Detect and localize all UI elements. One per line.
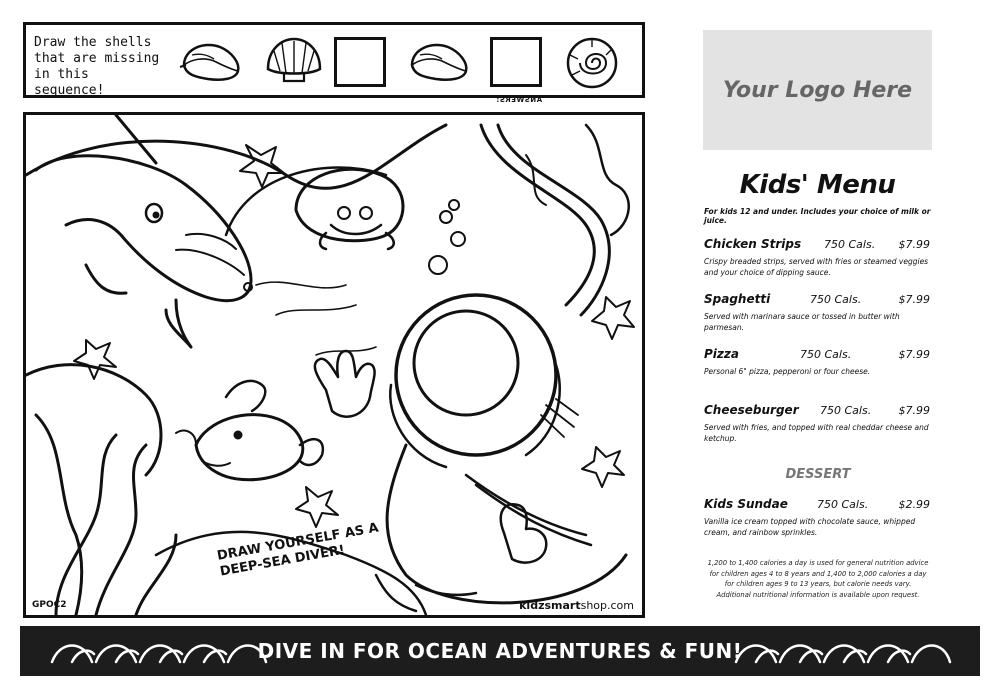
wave-right-icon [732, 634, 952, 664]
scene-prompt: DRAW YOURSELF AS A DEEP-SEA DIVER! [216, 520, 380, 580]
coloring-scene [23, 112, 645, 618]
menu-item-dessert [704, 497, 930, 538]
website-credit-rest: shop.com [580, 599, 634, 612]
menu-item-description: Served with fries, and topped with real cheddar cheese and ketchup. [704, 423, 929, 443]
menu-item [704, 237, 930, 278]
menu-item-name: Chicken Strips [704, 237, 802, 251]
banner-slogan: DIVE IN FOR OCEAN ADVENTURES & FUN! [257, 639, 743, 663]
menu-item-price: $7.99 [898, 238, 930, 251]
logo-text: Your Logo Here [722, 77, 913, 103]
nutrition-note: 1,200 to 1,400 calories a day is used for general nutrition advice for children ages 4 to 8 years and 1,400 to 2,000 calories a day for children ages 9 to 13 years, but calorie needs vary. Additional nutritional information is available upon request. [707, 559, 929, 599]
website-credit-bold: kidzsmart [519, 599, 581, 612]
product-code: GPOC2 [32, 600, 67, 610]
dessert-heading: DESSERT [785, 467, 851, 482]
shell-sequence-puzzle [23, 22, 645, 98]
menu-item-name: Cheeseburger [704, 403, 799, 417]
conch-shell-icon [178, 35, 244, 87]
menu-item [704, 403, 930, 444]
menu-item [704, 292, 930, 333]
menu-item-price: $7.99 [898, 348, 930, 361]
menu-item-calories: 750 Cals. [800, 348, 852, 361]
menu-item-description: Vanilla ice cream topped with chocolate sauce, whipped cream, and rainbow sprinkles. [704, 517, 916, 537]
menu-title: Kids' Menu [739, 170, 896, 200]
menu-item-calories: 750 Cals. [824, 238, 876, 251]
bottom-banner [20, 626, 980, 676]
scallop-shell-icon [262, 35, 326, 89]
menu-item-calories: 750 Cals. [820, 404, 872, 417]
menu-item [704, 347, 930, 377]
menu-item-calories: 750 Cals. [810, 293, 862, 306]
menu-intro: For kids 12 and under. Includes your choice of milk or juice. [704, 207, 931, 225]
missing-shell-box[interactable] [334, 37, 386, 87]
menu-item-calories: 750 Cals. [817, 498, 869, 511]
answers-label: ANSWERS: [496, 96, 543, 104]
menu-item-name: Kids Sundae [704, 497, 788, 511]
website-credit [519, 599, 634, 612]
menu-item-description: Crispy breaded strips, served with fries or steamed veggies and your choice of dipping sauce. [704, 257, 929, 277]
menu-item-price: $7.99 [898, 404, 930, 417]
menu-item-price: $2.99 [898, 498, 930, 511]
menu-item-description: Served with marinara sauce or tossed in butter with parmesan. [704, 312, 900, 332]
missing-shell-box[interactable] [490, 37, 542, 87]
puzzle-instructions: Draw the shells that are missing in this sequence! [34, 35, 160, 98]
nautilus-shell-icon [562, 35, 624, 93]
conch-shell-icon [406, 35, 472, 87]
logo-placeholder [703, 30, 932, 150]
menu-item-name: Pizza [704, 347, 739, 361]
menu-item-price: $7.99 [898, 293, 930, 306]
menu-item-description: Personal 6" pizza, pepperoni or four cheese. [704, 367, 871, 376]
menu-item-name: Spaghetti [704, 292, 771, 306]
